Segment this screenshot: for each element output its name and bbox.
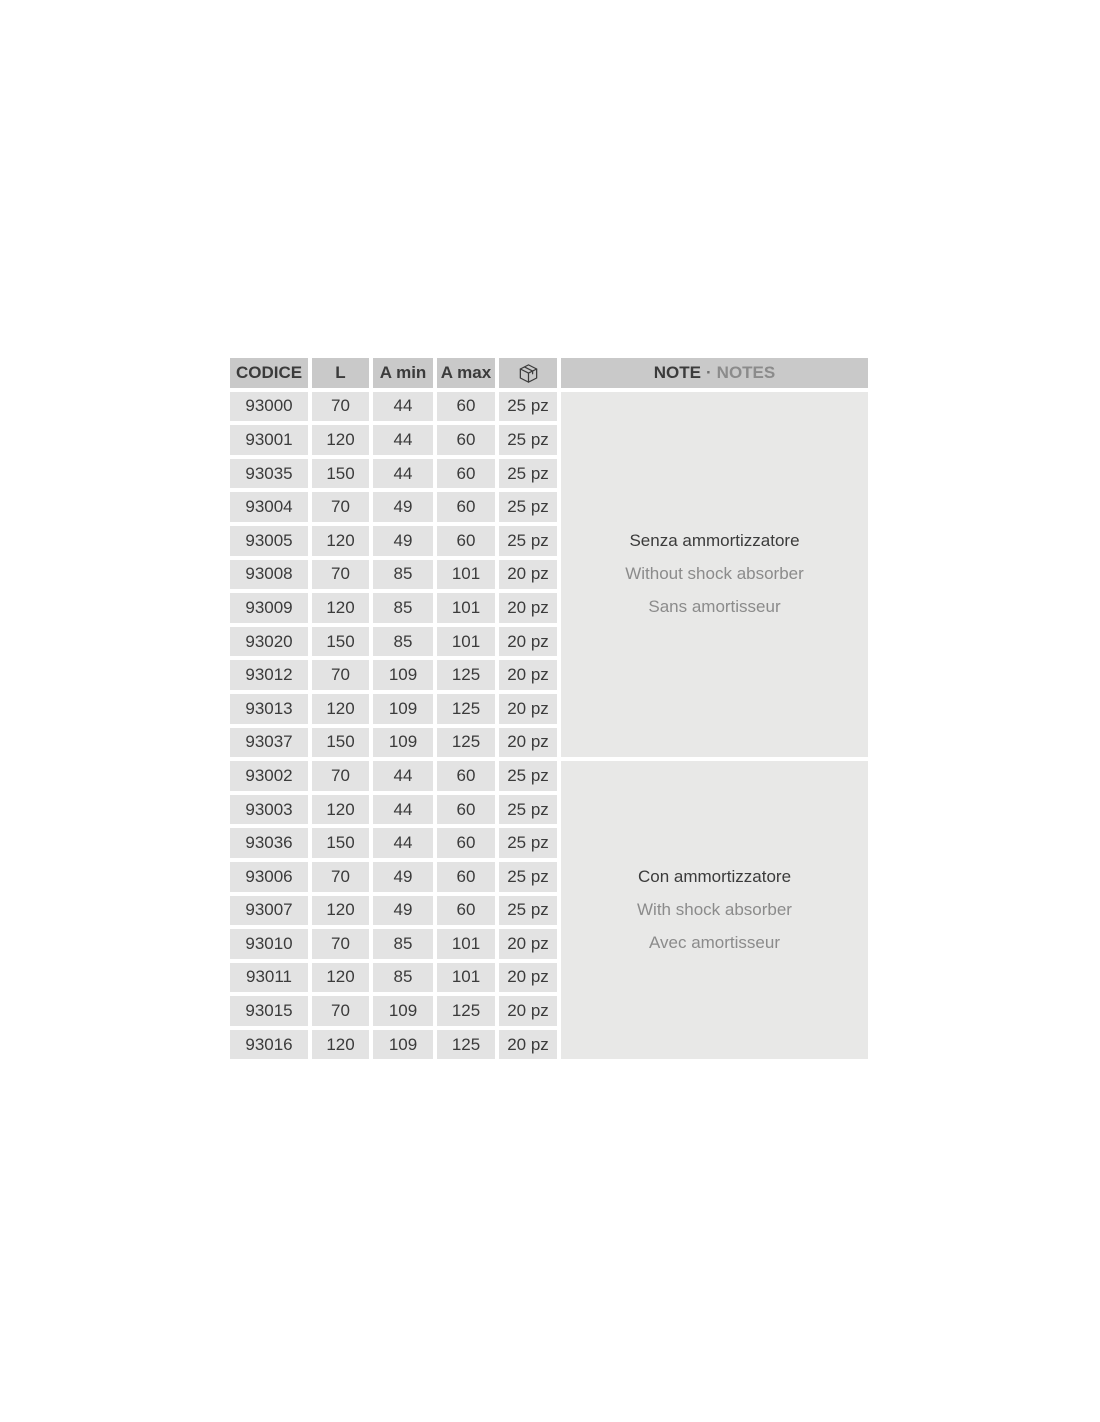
pack-qty-cell: 25 pz [499,392,557,422]
header-pack [499,358,557,388]
codice-cell: 93013 [230,694,308,724]
a-max-cell: 60 [437,425,495,455]
header-codice [230,358,308,388]
pack-qty-cell: 20 pz [499,694,557,724]
header-notes-label: NOTES [716,363,776,382]
l-cell: 120 [312,963,369,993]
note-line-primary: Senza ammortizzatore [629,531,800,551]
pack-qty-cell: 25 pz [499,761,557,791]
pack-qty-cell: 25 pz [499,459,557,489]
note-line-primary: Con ammortizzatore [637,867,792,887]
codice-cell: 93011 [230,963,308,993]
pack-qty-cell: 20 pz [499,593,557,623]
l-cell: 120 [312,896,369,926]
codice-cell: 93004 [230,492,308,522]
a-min-cell: 109 [373,728,433,758]
codice-cell: 93006 [230,862,308,892]
package-icon [517,362,540,385]
l-cell: 150 [312,728,369,758]
a-max-cell: 125 [437,728,495,758]
a-max-cell: 60 [437,761,495,791]
pack-qty-cell: 20 pz [499,560,557,590]
a-min-cell: 44 [373,761,433,791]
a-max-cell: 60 [437,896,495,926]
note-line-secondary: Without shock absorber [625,564,804,584]
l-cell: 70 [312,761,369,791]
l-cell: 150 [312,459,369,489]
a-min-cell: 85 [373,627,433,657]
pack-qty-cell: 20 pz [499,996,557,1026]
pack-qty-cell: 25 pz [499,896,557,926]
codice-cell: 93009 [230,593,308,623]
codice-cell: 93020 [230,627,308,657]
a-max-cell: 101 [437,963,495,993]
a-min-cell: 109 [373,996,433,1026]
codice-cell: 93008 [230,560,308,590]
note-line-secondary: With shock absorber [637,900,792,920]
pack-qty-cell: 20 pz [499,728,557,758]
a-max-cell: 101 [437,560,495,590]
a-max-cell: 101 [437,593,495,623]
a-min-cell: 44 [373,459,433,489]
pack-qty-cell: 25 pz [499,425,557,455]
l-cell: 70 [312,862,369,892]
note-line-secondary: Avec amortisseur [648,933,780,953]
l-cell: 150 [312,828,369,858]
l-cell: 120 [312,425,369,455]
l-cell: 120 [312,1030,369,1060]
a-max-cell: 60 [437,459,495,489]
codice-cell: 93016 [230,1030,308,1060]
l-cell: 120 [312,526,369,556]
l-cell: 70 [312,996,369,1026]
pack-qty-cell: 25 pz [499,795,557,825]
header-a-min [373,358,433,388]
a-min-cell: 109 [373,1030,433,1060]
a-min-cell: 109 [373,694,433,724]
a-max-cell: 125 [437,996,495,1026]
codice-cell: 93035 [230,459,308,489]
codice-cell: 93003 [230,795,308,825]
a-max-cell: 60 [437,828,495,858]
a-max-cell: 60 [437,862,495,892]
a-max-cell: 101 [437,929,495,959]
l-cell: 120 [312,795,369,825]
a-min-cell: 44 [373,795,433,825]
a-min-cell: 85 [373,963,433,993]
codice-cell: 93007 [230,896,308,926]
l-cell: 120 [312,593,369,623]
codice-cell: 93015 [230,996,308,1026]
a-min-cell: 85 [373,929,433,959]
a-max-cell: 60 [437,526,495,556]
product-table [230,358,868,1059]
a-min-cell: 85 [373,593,433,623]
pack-qty-cell: 20 pz [499,1030,557,1060]
header-a-min-label: A min [379,363,427,382]
l-cell: 120 [312,694,369,724]
a-max-cell: 60 [437,392,495,422]
l-cell: 150 [312,627,369,657]
a-max-cell: 60 [437,492,495,522]
a-max-cell: 125 [437,1030,495,1060]
note-cell [561,761,868,1059]
a-min-cell: 49 [373,492,433,522]
note-line-secondary: Sans amortisseur [648,597,781,617]
header-l [312,358,369,388]
l-cell: 70 [312,929,369,959]
pack-qty-cell: 25 pz [499,862,557,892]
codice-cell: 93037 [230,728,308,758]
codice-cell: 93001 [230,425,308,455]
a-min-cell: 44 [373,425,433,455]
a-min-cell: 49 [373,526,433,556]
codice-cell: 93036 [230,828,308,858]
codice-cell: 93000 [230,392,308,422]
pack-qty-cell: 25 pz [499,492,557,522]
pack-qty-cell: 20 pz [499,963,557,993]
codice-cell: 93012 [230,660,308,690]
a-min-cell: 109 [373,660,433,690]
a-min-cell: 44 [373,828,433,858]
codice-cell: 93010 [230,929,308,959]
pack-qty-cell: 25 pz [499,526,557,556]
l-cell: 70 [312,660,369,690]
codice-cell: 93002 [230,761,308,791]
l-cell: 70 [312,560,369,590]
a-max-cell: 101 [437,627,495,657]
header-a-max-label: A max [440,363,492,382]
header-note-separator: · [706,363,712,382]
l-cell: 70 [312,392,369,422]
header-l-label: L [335,363,346,382]
pack-qty-cell: 20 pz [499,660,557,690]
pack-qty-cell: 20 pz [499,627,557,657]
a-min-cell: 44 [373,392,433,422]
pack-qty-cell: 20 pz [499,929,557,959]
a-min-cell: 85 [373,560,433,590]
l-cell: 70 [312,492,369,522]
a-max-cell: 125 [437,660,495,690]
a-max-cell: 60 [437,795,495,825]
header-note-label: NOTE [653,363,701,382]
header-codice-label: CODICE [235,363,303,382]
codice-cell: 93005 [230,526,308,556]
pack-qty-cell: 25 pz [499,828,557,858]
note-cell [561,392,868,758]
a-min-cell: 49 [373,862,433,892]
header-a-max [437,358,495,388]
a-max-cell: 125 [437,694,495,724]
a-min-cell: 49 [373,896,433,926]
header-note [561,358,868,388]
